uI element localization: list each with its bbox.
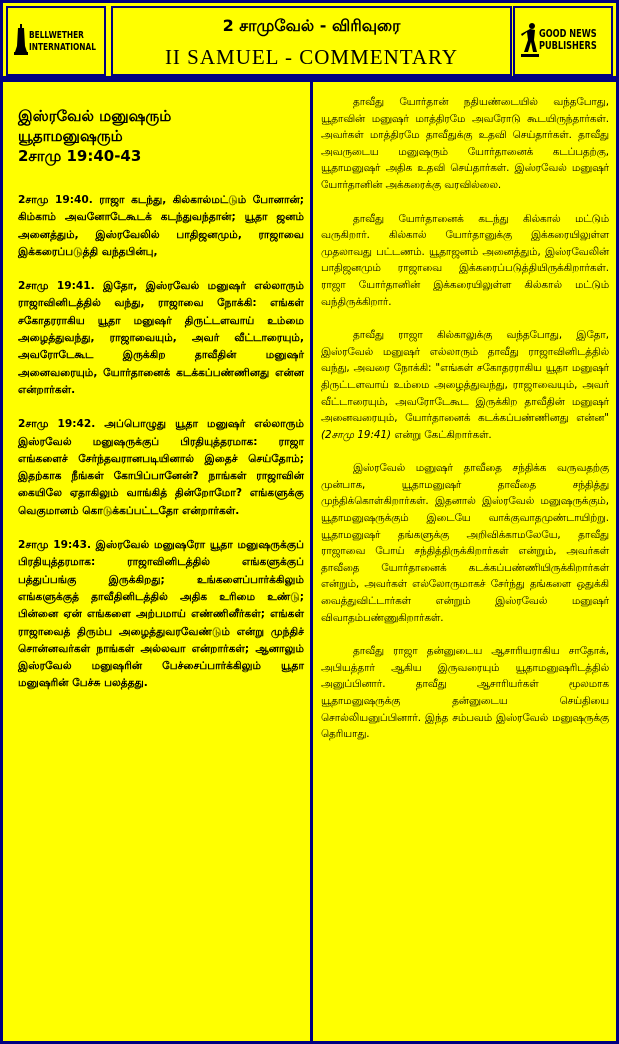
bellwether-logo [6,6,106,76]
flying-figure-icon [521,22,539,58]
good-news-logo [513,6,613,76]
commentary-paragraph-3 [321,327,609,443]
verse-19-40: 2சாமு 19:40. ராஜா கடந்து, கில்கால்மட்டும் போனான்; கிம்காம் அவனோடேகூடக் கடந்துவந்தான்; யூதா ஜனம் அனைத்தும், இஸ்ரவேலில் பாதிஜனமும், ராஜாவை இக்கரைப்படுத்தி வந்தபின்பு, [18,194,304,258]
verse-19-43: 2சாமு 19:43. இஸ்ரவேல் மனுஷரோ யூதா மனுஷருக்குப் பிரதியுத்தரமாக: ராஜாவினிடத்தில் எங்களுக்குப் பத்துப்பங்கு இருக்கிறது; உங்களைப்பார்க்கிலும் எங்களுக்குத் தாவீதினிடத்தில் அதிக உரிமை உண்டு; பின்னை ஏன் எங்களை அற்பமாய் எண்ணினீர்கள்; எங்கள் ராஜாவைத் திரும்ப அழைத்துவரவேண்டும் என்று முந்திச் சொன்னவர்கள் நாங்கள் அல்லவா என்றார்கள்; ஆனாலும் இஸ்ரவேல் மனுஷரின் பேச்சைப்பார்க்கிலும் யூதா மனுஷரின் பேச்சு பலத்தது. [18,539,304,690]
heading-line-1: இஸ்ரவேல் மனுஷரும் [18,107,172,125]
header [0,0,619,79]
commentary-paragraph-5: தாவீது ராஜா தன்னுடைய ஆசாரியராகிய சாதோக், அபியத்தார் ஆகிய இருவரையும் யூதாமனுஷரிடத்தில் அனுப்பினார். தாவீது ஆசாரியர்கள் மூலமாக யூதாமனுஷருக்கு தன்னுடைய செய்தியை சொல்லியனுப்பினார். இந்த சம்பவம் இஸ்ரவேல் மனுஷருக்கு தெரியாது. [321,645,609,741]
title-box [111,6,512,76]
body-frame [0,79,619,1044]
commentary-quote-tail: என்று கேட்கிறார்கள். [394,428,492,441]
section-heading [18,106,304,166]
commentary-paragraph-2: தாவீது யோர்தானைக் கடந்து கில்கால் மட்டும் வருகிறார். கில்கால் யோர்தானுக்கு இக்கரையிலுள்ள முதலாவது பட்டணம். யூதாஜனம் அனைத்தும், இஸ்ரவேலின் பாதிஜனமும் ராஜாவை இக்கரைப்படுத்தியிருக்கிறார்கள். ராஜா யோர்தானின் இக்கரையிலுள்ள கில்கால் மட்டும் வந்திருக்கிறார். [321,212,609,308]
scripture-column [6,82,313,1041]
commentary-paragraph-4: இஸ்ரவேல் மனுஷர் தாவீதை சந்திக்க வருவதற்கு முன்பாக, யூதாமனுஷர் தாவீதை சந்தித்து முந்திக்கொள்கிறார்கள். இதனால் இஸ்ரவேல் மனுஷருக்கும், யூதாமனுஷருக்கும் இடையே வாக்குவாதமுண்டாயிற்று. யூதாமனுஷர் தங்களுக்கு அறிவிக்காமலேயே, தாவீது ராஜாவை போய் சந்தித்திருக்கிறார்கள் என்றும், அவர்கள் தாவீதை யோர்தானைக் கடக்கப்பண்ணியிருக்கிறார்கள் என்றும், அவர்கள் எல்லோருமாகச் சேர்ந்து தங்களை ஒதுக்கி வைத்துவிட்டார்கள் என்றும் இஸ்ரவேல் மனுஷர் விவாதம்பண்ணுகிறார்கள். [321,462,609,624]
bell-icon [14,24,28,56]
verse-19-42: 2சாமு 19:42. அப்பொழுது யூதா மனுஷர் எல்லாரும் இஸ்ரவேல் மனுஷருக்குப் பிரதியுத்தரமாக: ராஜா எங்களைச் சேர்ந்தவரானபடியினால் இதைச் செய்தோம்; இதற்காக நீங்கள் கோபிப்பானேன்? நாங்கள் ராஜாவின் கையிலே ஏதாகிலும் வாங்கித் தின்றோமோ? எங்களுக்கு வெகுமானம் கொடுக்கப்பட்டதோ என்றார்கள். [18,418,304,517]
title-tamil: 2 சாமுவேல் - விரிவுரை [222,16,401,35]
title-english: II SAMUEL - COMMENTARY [164,45,459,69]
heading-line-2: யூதாமனுஷரும் [18,127,123,145]
commentary-column [313,82,616,1041]
heading-reference: 2சாமு 19:40-43 [18,147,142,165]
commentary-paragraph-1: தாவீது யோர்தான் நதியண்டையில் வந்தபோது, யூதாவின் மனுஷர் மாத்திரமே அவரோடு கூடயிருந்தார்கள். அவர்கள் மாத்திரமே தாவீதுக்கு உதவி செய்தார்கள். தாவீது அவருடைய மனுஷரும் யோர்தானைக் கடப்பதற்கு, யூதாமனுஷர் அதிக உதவி செய்தார்கள். இஸ்ரவேல் மனுஷர் யோர்தானின் அக்கரைக்கு வரவில்லை. [321,96,609,191]
publisher-left-line2: INTERNATIONAL [29,42,96,53]
verse-19-41: 2சாமு 19:41. இதோ, இஸ்ரவேல் மனுஷர் எல்லாரும் ராஜாவினிடத்தில் வந்து, ராஜாவை நோக்கி: எங்கள் சகோதரராகிய யூதா மனுஷர் திருட்டளவாய் உம்மை அழைத்துவந்து, ராஜாவையும், அவர் வீட்டாரையும், அவரோடேகூட இருக்கிற தாவீதின் மனுஷர் அனைவரையும், யோர்தானைக் கடக்கப்பண்ணினது என்ன என்றார்கள். [18,280,304,396]
verse-reference: (2சாமு 19:41) [321,428,392,441]
publisher-right-line2: PUBLISHERS [539,40,597,52]
publisher-right-line1: GOOD NEWS [539,28,597,40]
publisher-left-line1: BELLWETHER [29,30,84,41]
commentary-quote: தாவீது ராஜா கில்காலுக்கு வந்தபோது, இதோ, இஸ்ரவேல் மனுஷர் எல்லாரும் தாவீது ராஜாவினிடத்தில் வந்து, அவரை நோக்கி: "எங்கள் சகோதரராகிய யூதா மனுஷர் திருட்டளவாய் உம்மை அழைத்துவந்து, ராஜாவையும், அவர் வீட்டாரையும், அவரோடேகூட இருக்கிற தாவீதின் மனுஷர் அனைவரையும், யோர்தானைக் கடக்கப்பண்ணினது என்ன" [321,329,609,425]
